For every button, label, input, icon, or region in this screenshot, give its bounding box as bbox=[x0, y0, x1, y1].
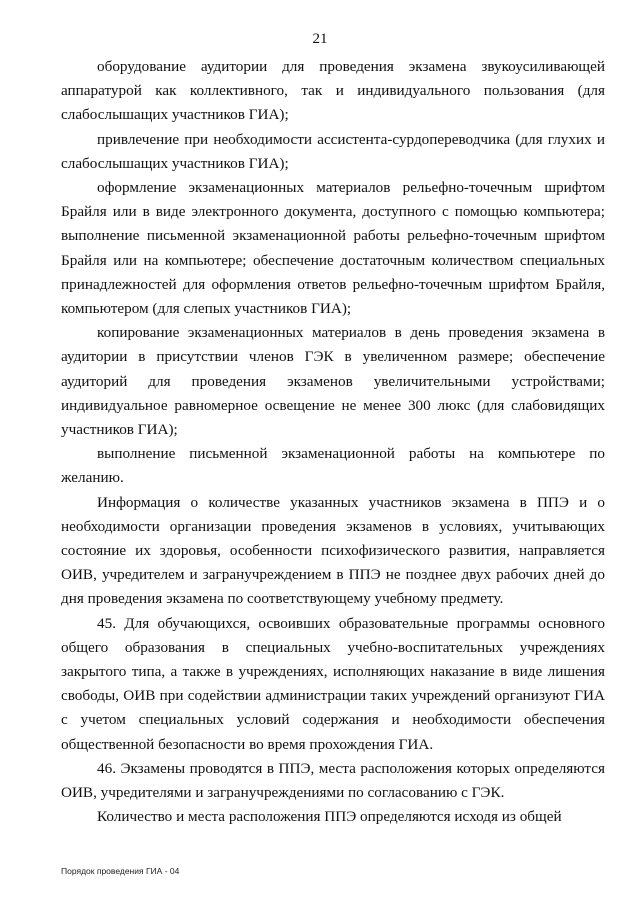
paragraph-9: Количество и места расположения ППЭ определяются исходя из общей bbox=[97, 808, 562, 826]
paragraph-1: оборудование аудитории для проведения экзамена звукоусиливающей аппаратурой как коллективного, так и индивидуального пользования (для слабослышащих участников ГИА); bbox=[61, 58, 605, 124]
paragraph-6: Информация о количестве указанных участников экзамена в ППЭ и о необходимости организации проведения экзаменов в условиях, учитывающих состояние их здоровья, особенности психофизического развития, направляется ОИВ, учредителем и загранучреждением в ППЭ не позднее двух рабочих дней до дня проведения экзамена по соответствующему учебному предмету. bbox=[61, 493, 605, 608]
page-number: 21 bbox=[312, 31, 328, 47]
paragraph-3: оформление экзаменационных материалов рельефно-точечным шрифтом Брайля или в виде электронного документа, доступного с помощью компьютера; выполнение письменной экзаменационной работы рельефно-точечным шрифтом Брайля или на компьютере; обеспечение достаточным количеством специальных принадлежностей для оформления ответов рельефно-точечным шрифтом Брайля, компьютером (для слепых участников ГИА); bbox=[61, 179, 605, 318]
paragraph-5: выполнение письменной экзаменационной работы на компьютере по желанию. bbox=[61, 445, 605, 487]
page-footer: Порядок проведения ГИА - 04 bbox=[61, 866, 180, 876]
paragraph-8: 46. Экзамены проводятся в ППЭ, места расположения которых определяются ОИВ, учредителями и загранучреждениями по согласованию с ГЭК. bbox=[61, 759, 605, 802]
paragraph-4: копирование экзаменационных материалов в день проведения экзамена в аудитории в присутствии членов ГЭК в увеличенном размере; обеспечение аудиторий для проведения экзаменов увеличительными устройствами; индивидуальное равномерное освещение не менее 300 люкс (для слабовидящих участников ГИА); bbox=[61, 324, 605, 439]
paragraph-2: привлечение при необходимости ассистента-сурдопереводчика (для глухих и слабослышащих участников ГИА); bbox=[61, 130, 605, 172]
document-body bbox=[61, 55, 605, 830]
paragraph-7: 45. Для обучающихся, освоивших образовательные программы основного общего образования в специальных учебно-воспитательных учреждениях закрытого типа, а также в учреждениях, исполняющих наказание в виде лишения свободы, ОИВ при содействии администрации таких учреждений организуют ГИА с учетом специальных условий содержания и необходимости обеспечения общественной безопасности во время прохождения ГИА. bbox=[61, 614, 605, 753]
